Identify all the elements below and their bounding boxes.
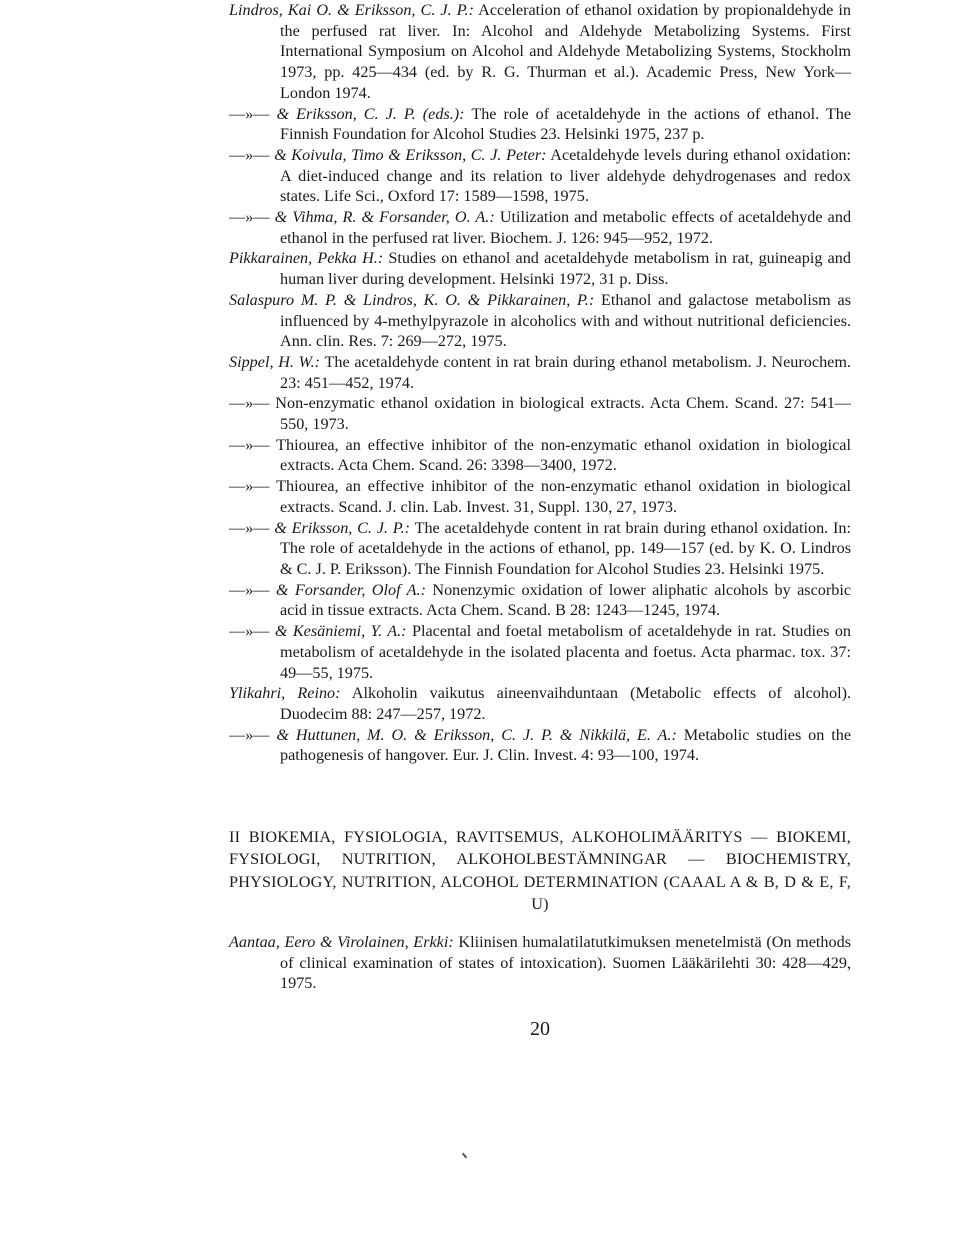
reference-entry — [229, 725, 851, 766]
reference-author: & Koivula, Timo & Eriksson, C. J. Peter: — [274, 145, 547, 164]
ditto-dash: —»— — [229, 580, 270, 599]
reference-entry — [229, 580, 851, 621]
ditto-dash: —»— — [229, 104, 270, 123]
reference-text: Thiourea, an effective inhibitor of the non-enzymatic ethanol oxidation in biological extracts. Acta Chem. Scand. 26: 3398—3400, 1972. — [276, 435, 851, 475]
section-heading: II BIOKEMIA, FYSIOLOGIA, RAVITSEMUS, ALKOHOLIMÄÄRITYS — BIOKEMI, FYSIOLOGI, NUTRITION, ALKOHOLBESTÄMNINGAR — BIOCHEMISTRY, PHYSIOLOGY, NUTRITION, ALCOHOL DETERMINATION (CAAAL A & B, D & E, F, U) — [229, 828, 851, 914]
reference-author: & Kesäniemi, Y. A.: — [274, 622, 407, 641]
reference-text: Acceleration of ethanol oxidation by propionaldehyde in the perfused rat liver. In: Alcohol and Aldehyde Metabolizing Systems. First International Symposium on Alcohol and Aldehyde Metabolizing Systems, Stockholm 1973, pp. 425—434 (ed. by R. G. Thurman et al.). Academic Press, New York—London 1974. — [280, 1, 852, 102]
reference-entry — [229, 476, 851, 517]
ditto-dash: —»— — [229, 208, 270, 227]
reference-entry — [229, 393, 851, 434]
reference-entry — [229, 932, 851, 994]
reference-text: Ethanol and galactose metabolism as influenced by 4-methylpyrazole in alcoholics with and without nutritional deficiencies. Ann. clin. Res. 7: 269—272, 1975. — [280, 290, 852, 351]
reference-author: Pikkarainen, Pekka H.: — [229, 249, 384, 268]
reference-list — [229, 0, 851, 766]
reference-author: & Huttunen, M. O. & Eriksson, C. J. P. & Nikkilä, E. A.: — [276, 725, 677, 744]
reference-entry — [229, 0, 851, 104]
reference-text: Studies on ethanol and acetaldehyde metabolism in rat, guineapig and human liver during development. Helsinki 1972, 31 p. Diss. — [280, 249, 851, 289]
reference-author: Aantaa, Eero & Virolainen, Erkki: — [229, 933, 454, 951]
scan-speck — [462, 1149, 471, 1158]
reference-entry — [229, 683, 851, 724]
reference-entry — [229, 248, 851, 289]
ditto-dash: —»— — [229, 622, 270, 641]
reference-text: Thiourea, an effective inhibitor of the non-enzymatic ethanol oxidation in biological extracts. Scand. J. clin. Lab. Invest. 31, Suppl. 130, 27, 1973. — [276, 477, 851, 516]
ditto-dash: —»— — [229, 518, 270, 537]
reference-entry — [229, 104, 851, 145]
reference-author: & Eriksson, C. J. P. (eds.): — [276, 104, 465, 123]
reference-text: Kliinisen humalatilatutkimuksen menetelmistä (On methods of clinical examination of states of intoxication). Suomen Lääkärilehti 30: 428—429, 1975. — [280, 933, 851, 993]
page-number: 20 — [530, 1018, 550, 1040]
reference-entry — [229, 207, 851, 248]
ditto-dash: —»— — [229, 394, 270, 413]
ditto-dash: —»— — [229, 477, 270, 496]
reference-text: Metabolic studies on the pathogenesis of hangover. Eur. J. Clin. Invest. 4: 93—100, 1974. — [280, 725, 852, 765]
reference-author: Ylikahri, Reino: — [229, 684, 341, 703]
reference-author: & Eriksson, C. J. P.: — [274, 518, 411, 537]
reference-entry — [229, 352, 851, 393]
reference-author: Sippel, H. W.: — [229, 352, 321, 371]
reference-text: Placental and foetal metabolism of acetaldehyde in rat. Studies on metabolism of acetaldehyde in the isolated placenta and foetus. Acta pharmac. tox. 37: 49—55, 1975. — [280, 622, 852, 682]
ditto-dash: —»— — [229, 725, 270, 744]
reference-text: Utilization and metabolic effects of acetaldehyde and ethanol in the perfused rat liver. Biochem. J. 126: 945—952, 1972. — [280, 208, 852, 247]
reference-author: & Forsander, Olof A.: — [275, 580, 426, 599]
reference-text: The acetaldehyde content in rat brain during ethanol oxidation. In: The role of acetaldehyde in the actions of ethanol, pp. 149—157 (ed. by K. O. Lindros & C. J. P. Eriksson). The Finnish Foundation for Alcohol Studies 23. Helsinki 1975. — [280, 518, 851, 578]
reference-entry — [229, 435, 851, 476]
reference-entry — [229, 145, 851, 207]
ditto-dash: —»— — [229, 435, 270, 454]
reference-entry — [229, 518, 851, 580]
reference-text: Alkoholin vaikutus aineenvaihduntaan (Metabolic effects of alcohol). Duodecim 88: 247—257, 1972. — [280, 684, 852, 723]
reference-text: The role of acetaldehyde in the actions of ethanol. The Finnish Foundation for Alcohol Studies 23. Helsinki 1975, 237 p. — [280, 104, 852, 144]
reference-author: & Vihma, R. & Forsander, O. A.: — [274, 208, 495, 227]
reference-text: Nonenzymic oxidation of lower aliphatic alcohols by ascorbic acid in tissue extracts. Acta Chem. Scand. B 28: 1243—1245, 1974. — [280, 580, 852, 620]
reference-entry — [229, 621, 851, 683]
reference-text: Non-enzymatic ethanol oxidation in biological extracts. Acta Chem. Scand. 27: 541—550, 1973. — [275, 394, 851, 434]
reference-text: Acetaldehyde levels during ethanol oxidation: A diet-induced change and its relation to liver aldehyde dehydrogenases and redox states. Life Sci., Oxford 17: 1589—1598, 1975. — [280, 145, 852, 206]
reference-author: Lindros, Kai O. & Eriksson, C. J. P.: — [229, 1, 474, 19]
reference-text: The acetaldehyde content in rat brain during ethanol metabolism. J. Neurochem. 23: 451—452, 1974. — [280, 352, 851, 392]
reference-entry — [229, 290, 851, 352]
section-reference-list — [229, 932, 851, 994]
ditto-dash: —»— — [229, 145, 270, 164]
reference-author: Salaspuro M. P. & Lindros, K. O. & Pikkarainen, P.: — [229, 290, 595, 309]
